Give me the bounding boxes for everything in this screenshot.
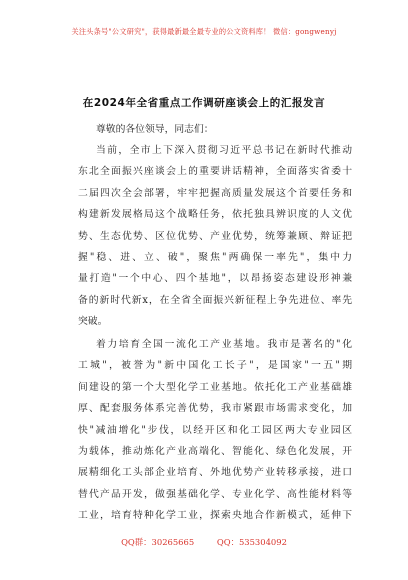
paragraph-line: 为载体，推动炼化产业高端化、智能化、绿色化发展，开 xyxy=(78,445,352,457)
paragraph-line: 着力培育全国一流化工产业基地。我市是著名的"化 xyxy=(96,339,352,350)
paragraph-line: 势、生态优势、区位优势、产业优势，统筹兼顾、辩证把 xyxy=(78,230,352,242)
footer-qq-group: QQ群：30265665 xyxy=(121,537,195,547)
paragraph-line: 快"减油增化"步伐，以经开区和化工园区两大专业园区 xyxy=(78,424,352,436)
document-title: 在2024年全省重点工作调研座谈会上的汇报发言 xyxy=(82,97,326,109)
salutation: 尊敬的各位领导，同志们： xyxy=(96,124,214,135)
paragraph-line: 备的新时代新x，在全省全面振兴新征程上争先进位、率先 xyxy=(78,294,352,306)
paragraph-line: 二届四次全会部署，牢牢把握高质量发展这个首要任务和 xyxy=(78,187,352,199)
paragraph-line: 当前，全市上下深入贯彻习近平总书记在新时代推动 xyxy=(96,145,352,156)
paragraph-line: 展精细化工头部企业培育、外地优势产业转移承接，进口 xyxy=(78,467,352,479)
paragraph-line: 突破。 xyxy=(78,316,108,328)
paragraph-line: 东北全面振兴座谈会上的重要讲话精神，全面落实省委十 xyxy=(78,166,352,178)
paragraph-line: 厚、配套服务体系完善优势，我市紧跟市场需求变化，加 xyxy=(78,403,352,415)
paragraph-2 xyxy=(78,334,352,527)
paragraph-line: 工城"，被誉为"新中国化工长子"，是国家"一五"期 xyxy=(78,360,352,372)
footer-qq: QQ：535304092 xyxy=(216,537,287,547)
paragraph-line: 间建设的第一个大型化学工业基地。依托化工产业基础雄 xyxy=(78,381,352,393)
paragraph-line: 量打造"一个中心、四个基地"，以昂扬姿态建设形神兼 xyxy=(78,273,352,285)
paragraph-line: 握"稳、进、立、破"，聚焦"两确保一率先"，集中力 xyxy=(78,251,352,263)
footer-contact xyxy=(0,536,408,548)
header-banner: 关注头条号"公文研究"，获得最新最全最专业的公文资料库！ 微信：gongwenyj xyxy=(71,27,337,36)
paragraph-line: 替代产品开发，做强基础化学、专业化学、高性能材料等 xyxy=(78,488,352,500)
paragraph-line: 构建新发展格局这个战略任务，依托独具辨识度的人文优 xyxy=(78,209,352,221)
paragraph-line: 工业，培育特种化学工业，探索央地合作新模式，延伸下 xyxy=(78,510,352,522)
paragraph-1 xyxy=(78,140,352,333)
